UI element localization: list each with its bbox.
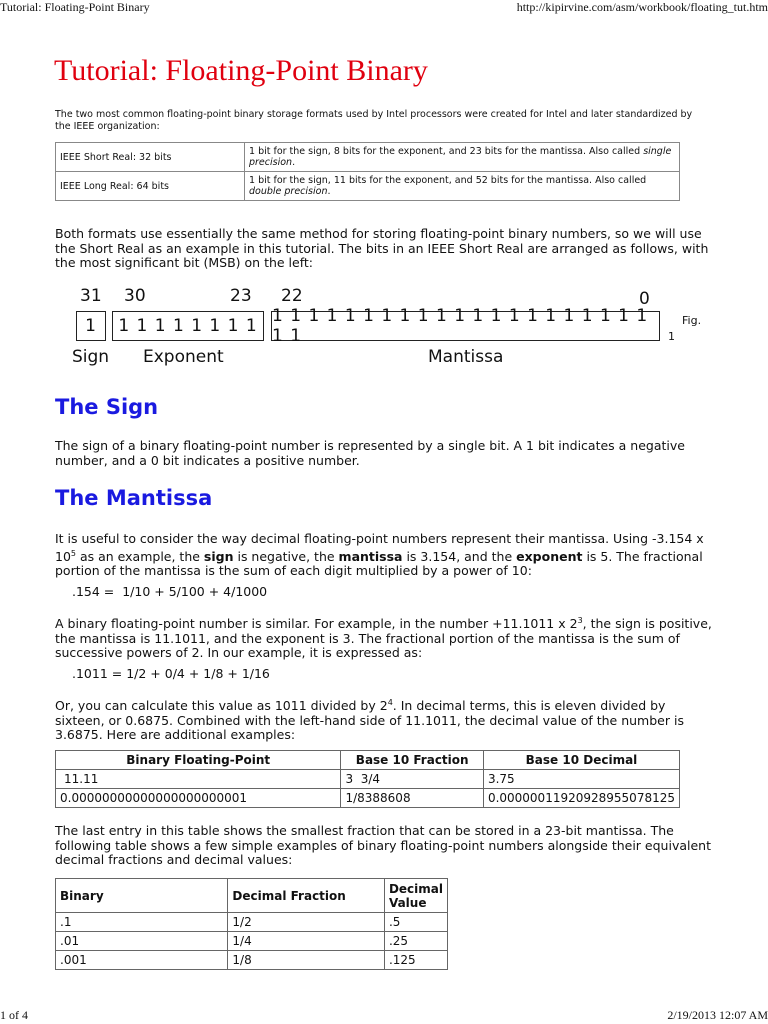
table-header-row xyxy=(56,879,448,913)
paragraph-formats: Both formats use essentially the same method for storing floating-point binary numbers, so we will use the Short Real as an example in this tutorial. The bits in an IEEE Short Real are arranged as follows, with the most significant bit (MSB) on the left: xyxy=(55,226,709,270)
bit-number-31: 31 xyxy=(80,286,102,306)
table-cell: 1/2 xyxy=(228,913,385,932)
table-cell: .125 xyxy=(384,951,447,970)
bit-number-0: 0 xyxy=(639,289,650,309)
exponent-label: Exponent xyxy=(143,347,224,367)
table-row xyxy=(56,789,680,808)
page-title: Tutorial: Floating-Point Binary xyxy=(54,54,428,87)
binary-fractions-table xyxy=(55,878,448,970)
examples-table xyxy=(55,750,680,808)
mantissa-paragraph-4: The last entry in this table shows the smallest fraction that can be stored in a 23-bit mantissa. The following table shows a few simple examples of binary floating-point numbers alongside their equivalent decimal fractions and decimal values: xyxy=(55,823,711,867)
print-timestamp: 2/19/2013 12:07 AM xyxy=(667,1008,768,1022)
table-cell: 0.00000000000000000000001 xyxy=(56,789,341,808)
table-header: Decimal Fraction xyxy=(228,879,385,913)
sign-heading: The Sign xyxy=(55,395,159,419)
equation-binary: .1011 = 1/2 + 0/4 + 1/8 + 1/16 xyxy=(72,666,270,681)
table-cell: .1 xyxy=(56,913,228,932)
table-row xyxy=(56,143,680,172)
bit-number-22: 22 xyxy=(281,286,303,306)
mantissa-heading: The Mantissa xyxy=(55,486,213,510)
table-cell: 1/4 xyxy=(228,932,385,951)
table-cell: .001 xyxy=(56,951,228,970)
table-header: Base 10 Decimal xyxy=(483,751,679,770)
table-row xyxy=(56,770,680,789)
format-name: IEEE Long Real: 64 bits xyxy=(56,172,245,201)
format-desc: 1 bit for the sign, 8 bits for the exponent, and 23 bits for the mantissa. Also called single precision. xyxy=(245,143,680,172)
bit-number-23: 23 xyxy=(230,286,252,306)
print-header-url: http://kipirvine.com/asm/workbook/floating_tut.htm xyxy=(516,0,768,14)
table-row xyxy=(56,951,448,970)
table-cell: .01 xyxy=(56,932,228,951)
mantissa-label: Mantissa xyxy=(428,347,504,367)
sign-label: Sign xyxy=(72,347,110,367)
table-cell: 11.11 xyxy=(56,770,341,789)
exponent-bits-box: 1 1 1 1 1 1 1 1 xyxy=(112,311,264,341)
table-row xyxy=(56,913,448,932)
table-row xyxy=(56,172,680,201)
formats-table xyxy=(55,142,680,201)
table-cell: .25 xyxy=(384,932,447,951)
mantissa-paragraph-2: A binary floating-point number is similar. For example, in the number +11.1011 x $2^3$, the sign is positive, the mantissa is 11.1011, and the exponent is 3. The fractional portion of the mantissa is the sum of successive powers of 2. In our example, it is expressed as: xyxy=(55,616,712,661)
mantissa-paragraph-3: Or, you can calculate this value as 1011 divided by $2^4$. In decimal terms, this is eleven divided by sixteen, or 0.6875. Combined with the left-hand side of 11.1011, the decimal value of the number is 3.6875. Here are additional examples: xyxy=(55,698,684,743)
format-name: IEEE Short Real: 32 bits xyxy=(56,143,245,172)
table-row xyxy=(56,932,448,951)
bit-number-30: 30 xyxy=(124,286,146,306)
table-cell: 0.00000011920928955078125 xyxy=(483,789,679,808)
mantissa-bits-box: 1 1 1 1 1 1 1 1 1 1 1 1 1 1 1 1 1 1 1 1 1 1 1 xyxy=(271,311,660,341)
table-header: Base 10 Fraction xyxy=(341,751,483,770)
table-header: Decimal Value xyxy=(384,879,447,913)
table-cell: 1/8388608 xyxy=(341,789,483,808)
format-desc: 1 bit for the sign, 11 bits for the exponent, and 52 bits for the mantissa. Also called double precision. xyxy=(245,172,680,201)
equation-decimal: .154 = 1/10 + 5/100 + 4/1000 xyxy=(72,584,268,599)
intro-text: The two most common floating-point binary storage formats used by Intel processors were created for Intel and later standardized by the IEEE organization: xyxy=(55,109,693,132)
table-cell: .5 xyxy=(384,913,447,932)
table-cell: 3 3/4 xyxy=(341,770,483,789)
mantissa-paragraph-1: It is useful to consider the way decimal floating-point numbers represent their mantissa. Using -3.154 x $10^5$ as an example, the sign is negative, the mantissa is 3.154, and the exponent is 5. The fractional portion of the mantissa is the sum of each digit multiplied by a power of 10: xyxy=(55,531,704,579)
sign-text: The sign of a binary floating-point number is represented by a single bit. A 1 bit indicates a negative number, and a 0 bit indicates a positive number. xyxy=(55,438,685,468)
table-header-row xyxy=(56,751,680,770)
sign-bit-box: 1 xyxy=(76,311,106,341)
table-cell: 1/8 xyxy=(228,951,385,970)
print-header-title: Tutorial: Floating-Point Binary xyxy=(0,0,150,14)
figure-caption-number: 1 xyxy=(668,330,675,343)
table-cell: 3.75 xyxy=(483,770,679,789)
page-number: 1 of 4 xyxy=(0,1008,28,1022)
table-header: Binary xyxy=(56,879,228,913)
figure-caption: Fig. xyxy=(682,314,702,327)
table-header: Binary Floating-Point xyxy=(56,751,341,770)
